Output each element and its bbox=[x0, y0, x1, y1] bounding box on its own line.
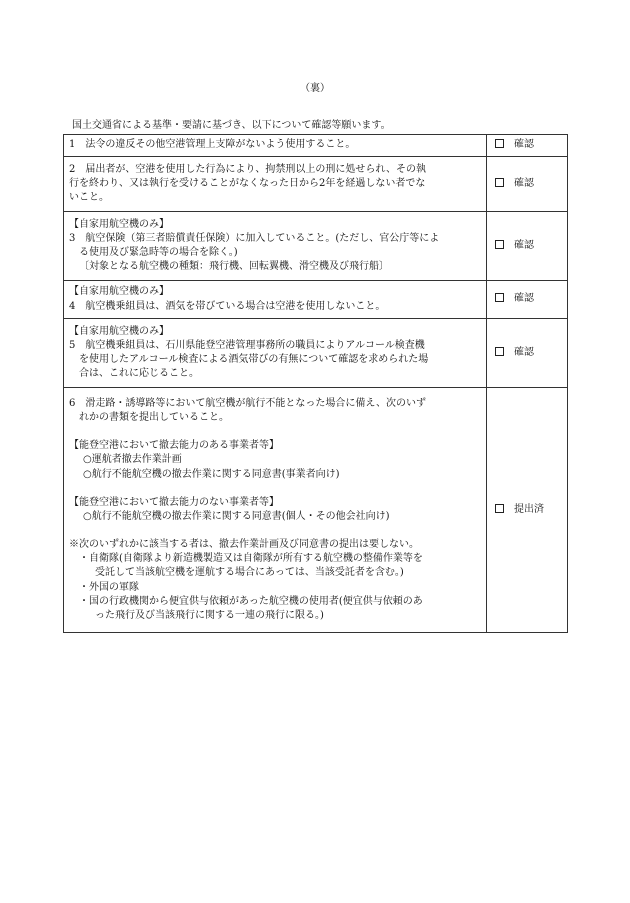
check-cell[interactable] bbox=[487, 212, 568, 281]
exemption-item: ・自衛隊(自衛隊より新造機製造又は自衛隊が所有する航空機の整備作業等を bbox=[79, 553, 423, 565]
check-cell[interactable] bbox=[487, 319, 568, 388]
table-row bbox=[64, 135, 568, 157]
table-row bbox=[64, 319, 568, 388]
page-title: （裏） bbox=[300, 83, 330, 94]
check-label: 確認 bbox=[514, 139, 534, 151]
row-line: れかの書類を提出していること。 bbox=[79, 411, 229, 423]
row-line: 1 法令の違反その他空港管理上支障がないよう使用すること。 bbox=[69, 139, 356, 151]
list-item: ○運航者撤去作業計画 bbox=[83, 454, 182, 466]
checkbox-icon[interactable] bbox=[495, 504, 504, 513]
check-label: 確認 bbox=[514, 177, 534, 189]
spacer bbox=[69, 425, 481, 439]
check-label: 確認 bbox=[514, 239, 534, 251]
list-item: ○航行不能航空機の撤去作業に関する同意書(事業者向け) bbox=[83, 468, 340, 480]
check-label: 確認 bbox=[514, 346, 534, 358]
table-row bbox=[64, 157, 568, 212]
checkbox-icon[interactable] bbox=[495, 347, 504, 356]
row-line: 6 滑走路・誘導路等において航空機が航行不能となった場合に備え、次のいず bbox=[69, 397, 426, 409]
check-label: 確認 bbox=[514, 293, 534, 305]
row-text bbox=[64, 388, 487, 633]
row-line: 行を終わり、又は執行を受けることがなくなった日から2年を経過しない者でな bbox=[69, 177, 426, 189]
section-heading: 【能登空港において撤去能力のある事業者等】 bbox=[69, 440, 279, 452]
section-heading: 【能登空港において撤去能力のない事業者等】 bbox=[69, 496, 279, 508]
exemption-item: ・国の行政機関から便宜供与依頼があった航空機の使用者(便宜供与依頼のあ bbox=[79, 595, 423, 607]
list-item: ○航行不能航空機の撤去作業に関する同意書(個人・その他会社向け) bbox=[83, 510, 390, 522]
check-label: 提出済 bbox=[514, 503, 544, 515]
confirmation-rows bbox=[64, 135, 568, 633]
row-text bbox=[64, 157, 487, 212]
row-text bbox=[64, 135, 487, 157]
row-line: を使用したアルコール検査による酒気帯びの有無について確認を求められた場 bbox=[79, 354, 429, 365]
checkbox-icon[interactable] bbox=[495, 240, 504, 249]
exemption-note: ※次のいずれかに該当する者は、撤去作業計画及び同意書の提出は要しない。 bbox=[69, 539, 419, 551]
row-text bbox=[64, 319, 487, 388]
row-line: いこと。 bbox=[69, 192, 109, 204]
intro-text: 国土交通省による基準・要請に基づき、以下について確認等願います。 bbox=[72, 120, 391, 131]
row-line: 【自家用航空機のみ】 bbox=[69, 325, 169, 337]
row-line: 4 航空機乗組員は、酒気を帯びている場合は空港を使用しないこと。 bbox=[69, 300, 386, 312]
exemption-item-cont: 受託して当該航空機を運航する場合にあっては、当該受託者を含む。) bbox=[95, 567, 404, 579]
check-cell[interactable] bbox=[487, 135, 568, 157]
row-text bbox=[64, 281, 487, 319]
exemption-item-cont: った飛行及び当該飛行に関する一連の飛行に限る。) bbox=[95, 610, 324, 622]
row-line: 2 届出者が、空港を使用した行為により、拘禁刑以上の刑に処せられ、その執 bbox=[69, 163, 426, 175]
row-text bbox=[64, 212, 487, 281]
spacer bbox=[69, 482, 481, 496]
table-row bbox=[64, 388, 568, 633]
row-line: 3 航空保険（第三者賠償責任保険）に加入していること。(ただし、官公庁等によ bbox=[69, 232, 440, 244]
confirmation-table bbox=[63, 134, 568, 633]
check-cell[interactable] bbox=[487, 388, 568, 633]
row-line: る使用及び緊急時等の場合を除く。) bbox=[79, 247, 238, 258]
checkbox-icon[interactable] bbox=[495, 139, 504, 148]
exemption-item: ・外国の軍隊 bbox=[79, 581, 139, 593]
check-cell[interactable] bbox=[487, 157, 568, 212]
checkbox-icon[interactable] bbox=[495, 293, 504, 302]
row-line: 合は、これに応じること。 bbox=[79, 368, 199, 380]
row-line: 【自家用航空機のみ】 bbox=[69, 218, 169, 230]
row-line: 〔対象となる航空機の種類：飛行機、回転翼機、滑空機及び飛行船〕 bbox=[79, 261, 389, 273]
row-line: 【自家用航空機のみ】 bbox=[69, 286, 169, 298]
check-cell[interactable] bbox=[487, 281, 568, 319]
checkbox-icon[interactable] bbox=[495, 178, 504, 187]
table-row bbox=[64, 212, 568, 281]
table-row bbox=[64, 281, 568, 319]
row-line: 5 航空機乗組員は、石川県能登空港管理事務所の職員によりアルコール検査機 bbox=[69, 339, 425, 351]
spacer bbox=[69, 524, 481, 538]
